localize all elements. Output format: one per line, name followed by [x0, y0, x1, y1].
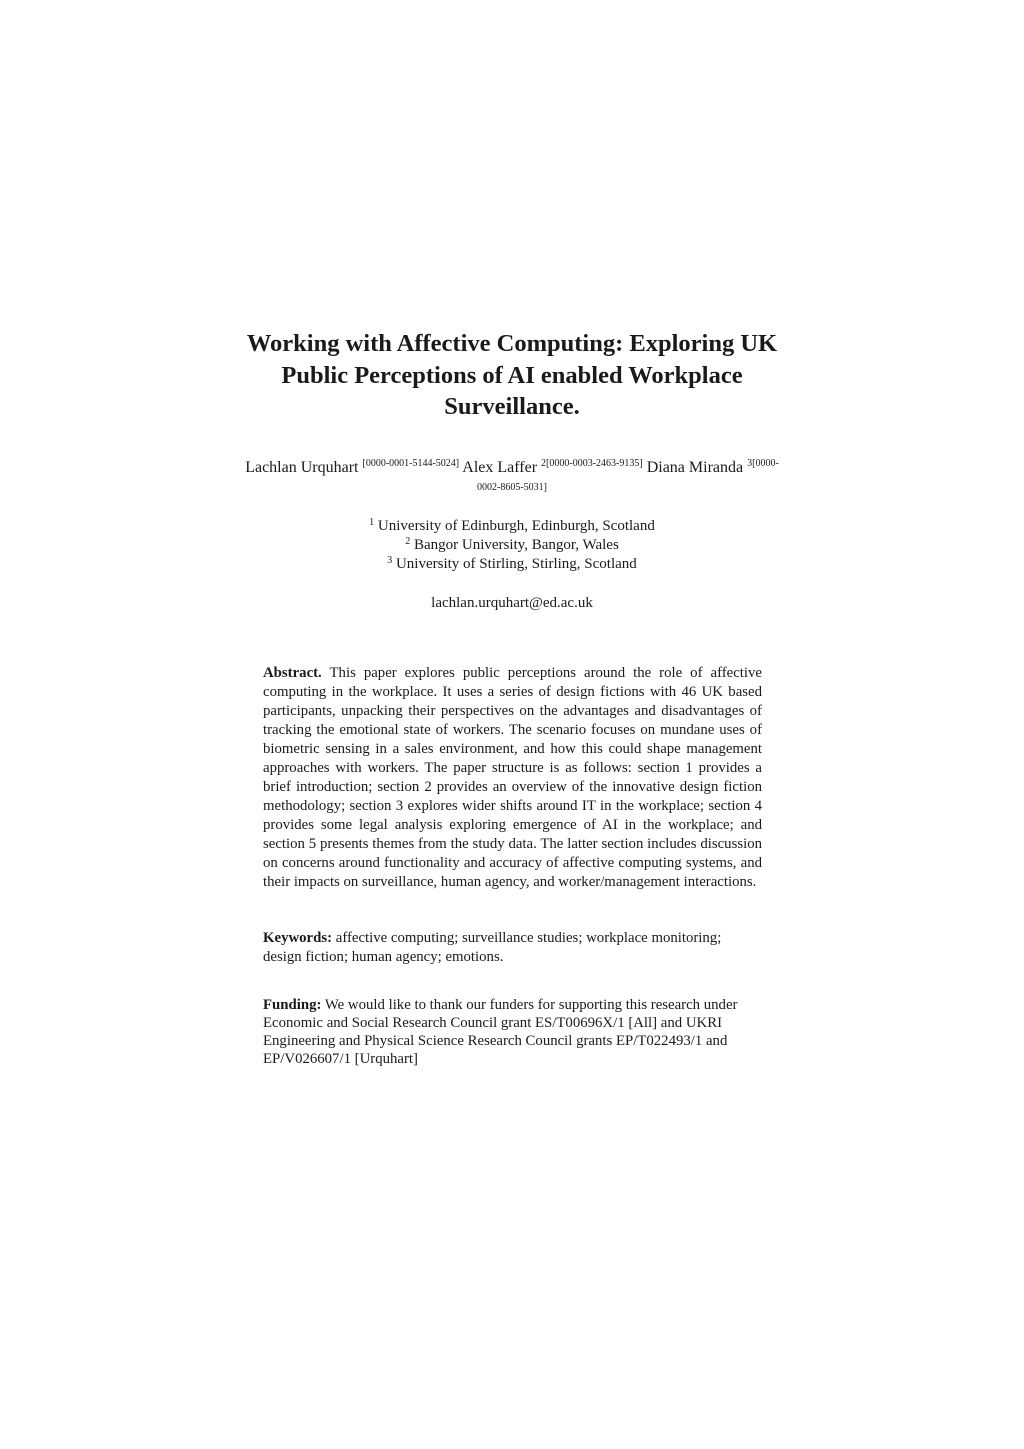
affiliation-number-2: 2 — [405, 536, 411, 547]
funding-label: Funding: — [263, 997, 322, 1013]
author-name-3: Diana Miranda — [646, 459, 744, 476]
author-name-1: Lachlan Urquhart — [245, 459, 359, 476]
affiliation-1 — [300, 517, 724, 536]
title-line-2: Public Perceptions of AI enabled Workplace — [281, 361, 743, 389]
affiliation-list — [300, 517, 724, 574]
affiliation-text-3: University of Stirling, Stirling, Scotland — [395, 556, 637, 572]
affiliation-number-3: 3 — [387, 555, 393, 566]
author-orcid-1: [0000-0001-5144-5024] — [362, 458, 460, 469]
affiliation-text-1: University of Edinburgh, Edinburgh, Scotland — [377, 518, 655, 534]
author-list — [200, 459, 824, 497]
funding-paragraph — [263, 996, 762, 1068]
contact-email: lachlan.urquhart@ed.ac.uk — [431, 595, 593, 611]
affiliation-text-2: Bangor University, Bangor, Wales — [413, 537, 619, 553]
title-line-1: Working with Affective Computing: Exploring UK — [246, 330, 778, 357]
affiliation-3 — [300, 555, 724, 574]
author-orcid-3-end: 0002-8605-5031] — [477, 482, 547, 493]
affiliation-2 — [300, 536, 724, 555]
author-orcid-3-start: 3[0000- — [747, 458, 779, 469]
keywords-label: Keywords: — [263, 930, 333, 946]
keywords-paragraph — [263, 929, 762, 967]
author-name-2: Alex Laffer — [462, 459, 538, 476]
abstract-paragraph — [263, 664, 762, 892]
funding-text: We would like to thank our funders for supporting this research under Economic and Social Research Council grant ES/T00696X/1 [All] and UKRI Engineering and Physical Science Research Council grants EP/T022493/1 and EP/V026607/1 [Urquhart] — [263, 997, 738, 1067]
author-orcid-2: 2[0000-0003-2463-9135] — [541, 458, 643, 469]
paper-title — [220, 328, 804, 423]
affiliation-number-1: 1 — [369, 517, 375, 528]
abstract-label: Abstract. — [263, 665, 322, 681]
title-line-3: Surveillance. — [444, 393, 580, 420]
abstract-text: This paper explores public perceptions around the role of affective computing in the workplace. It uses a series of design fictions with 46 UK based participants, unpacking their perspectives on the advantages and disadvantages of tracking the emotional state of workers. The scenario focuses on mundane uses of biometric sensing in a sales environment, and how this could shape management approaches with workers. The paper structure is as follows: section 1 provides a brief introduction; section 2 provides an overview of the innovative design fiction methodology; section 3 explores wider shifts around IT in the workplace; section 4 provides some legal analysis exploring emergence of AI in the workplace; and section 5 presents themes from the study data. The latter section includes discussion on concerns around functionality and accuracy of affective computing systems, and their impacts on surveillance, human agency, and worker/management interactions. — [263, 665, 762, 890]
keywords-text: affective computing; surveillance studies; workplace monitoring; design fiction; human agency; emotions. — [263, 930, 722, 965]
